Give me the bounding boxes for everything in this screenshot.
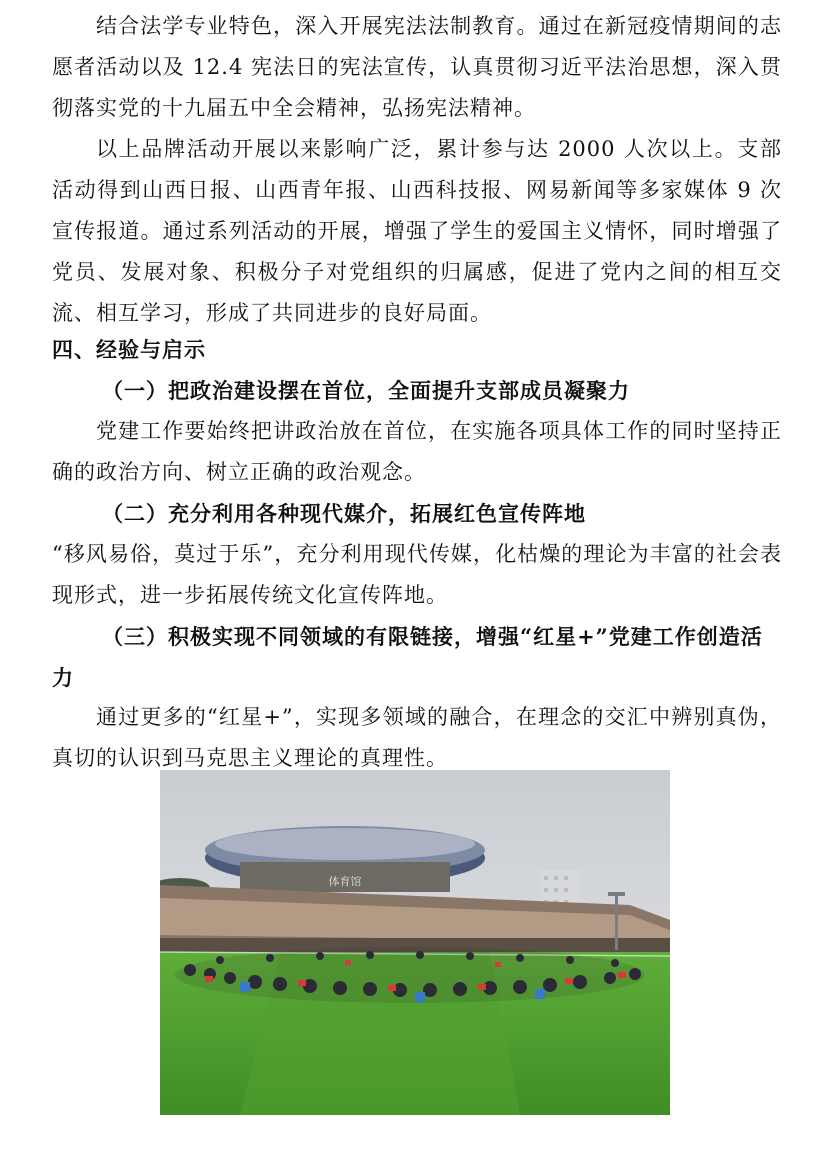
subsection-title-2: （二）充分利用各种现代媒介，拓展红色宣传阵地 bbox=[102, 501, 586, 526]
subsection-body-1: 党建工作要始终把讲政治放在首位，在实施各项具体工作的同时坚持正确的政治方向、树立正确的政治观念。 bbox=[52, 419, 782, 484]
subsection-body-2: “移风易俗，莫过于乐”，充分利用现代传媒，化枯燥的理论为丰富的社会表现形式，进一步拓展传统文化宣传阵地。 bbox=[52, 542, 782, 607]
subsection-title-3: （三）积极实现不同领域的有限链接，增强“红星+”党建工作创造活力 bbox=[52, 624, 763, 690]
stadium-photo bbox=[160, 770, 670, 1115]
section-heading: 四、经验与启示 bbox=[52, 338, 206, 362]
subsection-title-1: （一）把政治建设摆在首位，全面提升支部成员凝聚力 bbox=[102, 378, 630, 403]
paragraph-law-education: 结合法学专业特色，深入开展宪法法制教育。通过在新冠疫情期间的志愿者活动以及 12.4 宪法日的宪法宣传，认真贯彻习近平法治思想，深入贯彻落实党的十九届五中全会精神，弘扬宪法精神。 bbox=[52, 14, 782, 120]
paragraph-activity-impact: 以上品牌活动开展以来影响广泛，累计参与达 2000 人次以上。支部活动得到山西日报、山西青年报、山西科技报、网易新闻等多家媒体 9 次宣传报道。通过系列活动的开展，增强了学生的爱国主义情怀，同时增强了党员、发展对象、积极分子对党组织的归属感，促进了党内之间的相互交流、相互学习，形成了共同进步的良好局面。 bbox=[52, 137, 782, 325]
stadium-sign: 体育馆 bbox=[328, 875, 362, 888]
subsection-body-3: 通过更多的“红星+”，实现多领域的融合，在理念的交汇中辨别真伪，真切的认识到马克思主义理论的真理性。 bbox=[52, 705, 782, 770]
